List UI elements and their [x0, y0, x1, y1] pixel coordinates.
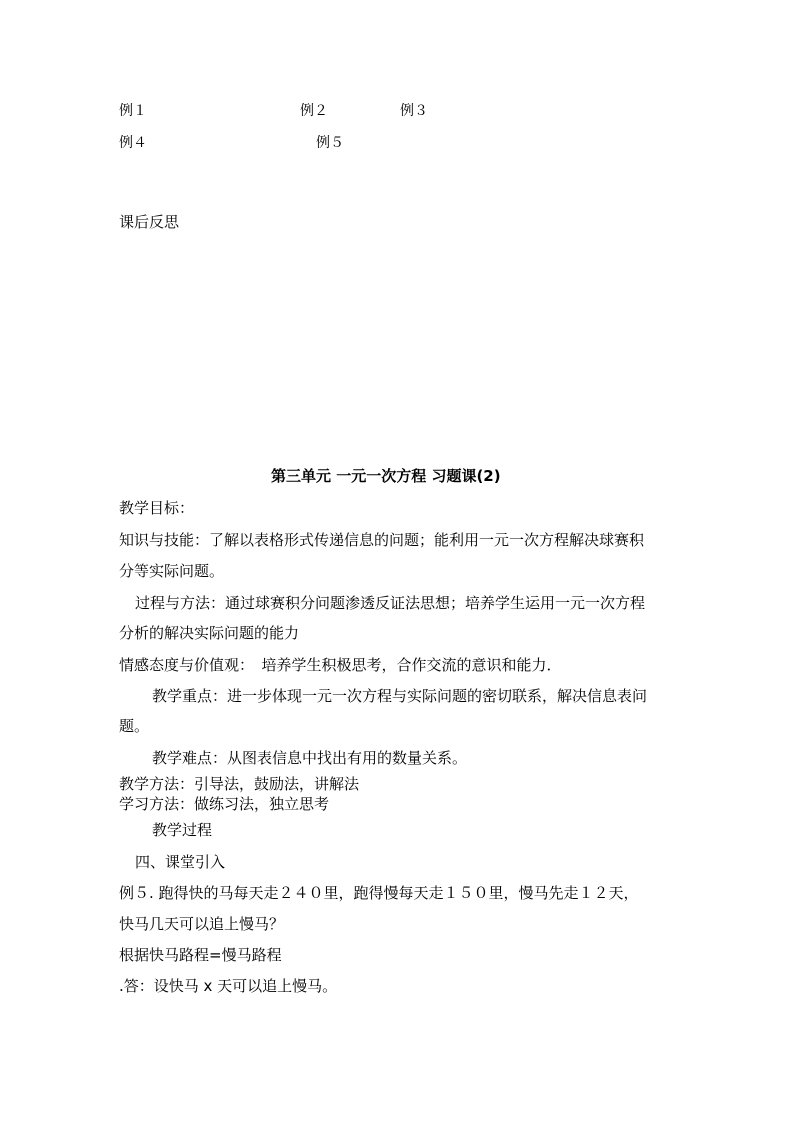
process-heading: 教学过程 [152, 821, 213, 839]
process-line-1: 过程与方法：通过球赛积分问题渗透反证法思想；培养学生运用一元一次方程 [135, 594, 646, 612]
section-heading: 四、课堂引入 [135, 853, 226, 871]
learning-methods: 学习方法：做练习法，独立思考 [119, 795, 330, 813]
emotion-line: 情感态度与价值观： 培养学生积极思考，合作交流的意识和能力． [119, 656, 562, 674]
process-line-2: 分析的解决实际问题的能力 [119, 624, 300, 642]
example-label-2: 例２ [300, 103, 328, 119]
knowledge-line-1: 知识与技能：了解以表格形式传递信息的问题；能利用一元一次方程解决球赛积 [119, 531, 645, 549]
key-point-line-1: 教学重点：进一步体现一元一次方程与实际问题的密切联系，解决信息表问 [152, 687, 648, 705]
example5-line-1: 例５. 跑得快的马每天走２４０里，跑得慢每天走１５０里，慢马先走１２天， [119, 884, 639, 902]
knowledge-line-2: 分等实际问题。 [119, 562, 225, 580]
teaching-methods: 教学方法：引导法，鼓励法，讲解法 [119, 775, 360, 793]
example-label-3: 例３ [400, 103, 428, 119]
example-label-1: 例１ [119, 103, 147, 119]
example-label-4: 例４ [119, 135, 147, 151]
lesson-title: 第三单元 一元一次方程 习题课(2) [271, 467, 501, 485]
answer-line: .答：设快马 x 天可以追上慢马。 [119, 977, 338, 995]
key-point-line-2: 题。 [119, 717, 150, 735]
basis-line: 根据快马路程=慢马路程 [119, 946, 282, 964]
example5-line-2: 快马几天可以追上慢马？ [119, 915, 285, 933]
difficulty-line: 教学难点：从图表信息中找出有用的数量关系。 [152, 749, 468, 767]
reflection-label: 课后反思 [119, 213, 180, 231]
example-label-5: 例５ [316, 135, 344, 151]
objectives-label: 教学目标： [119, 499, 195, 517]
